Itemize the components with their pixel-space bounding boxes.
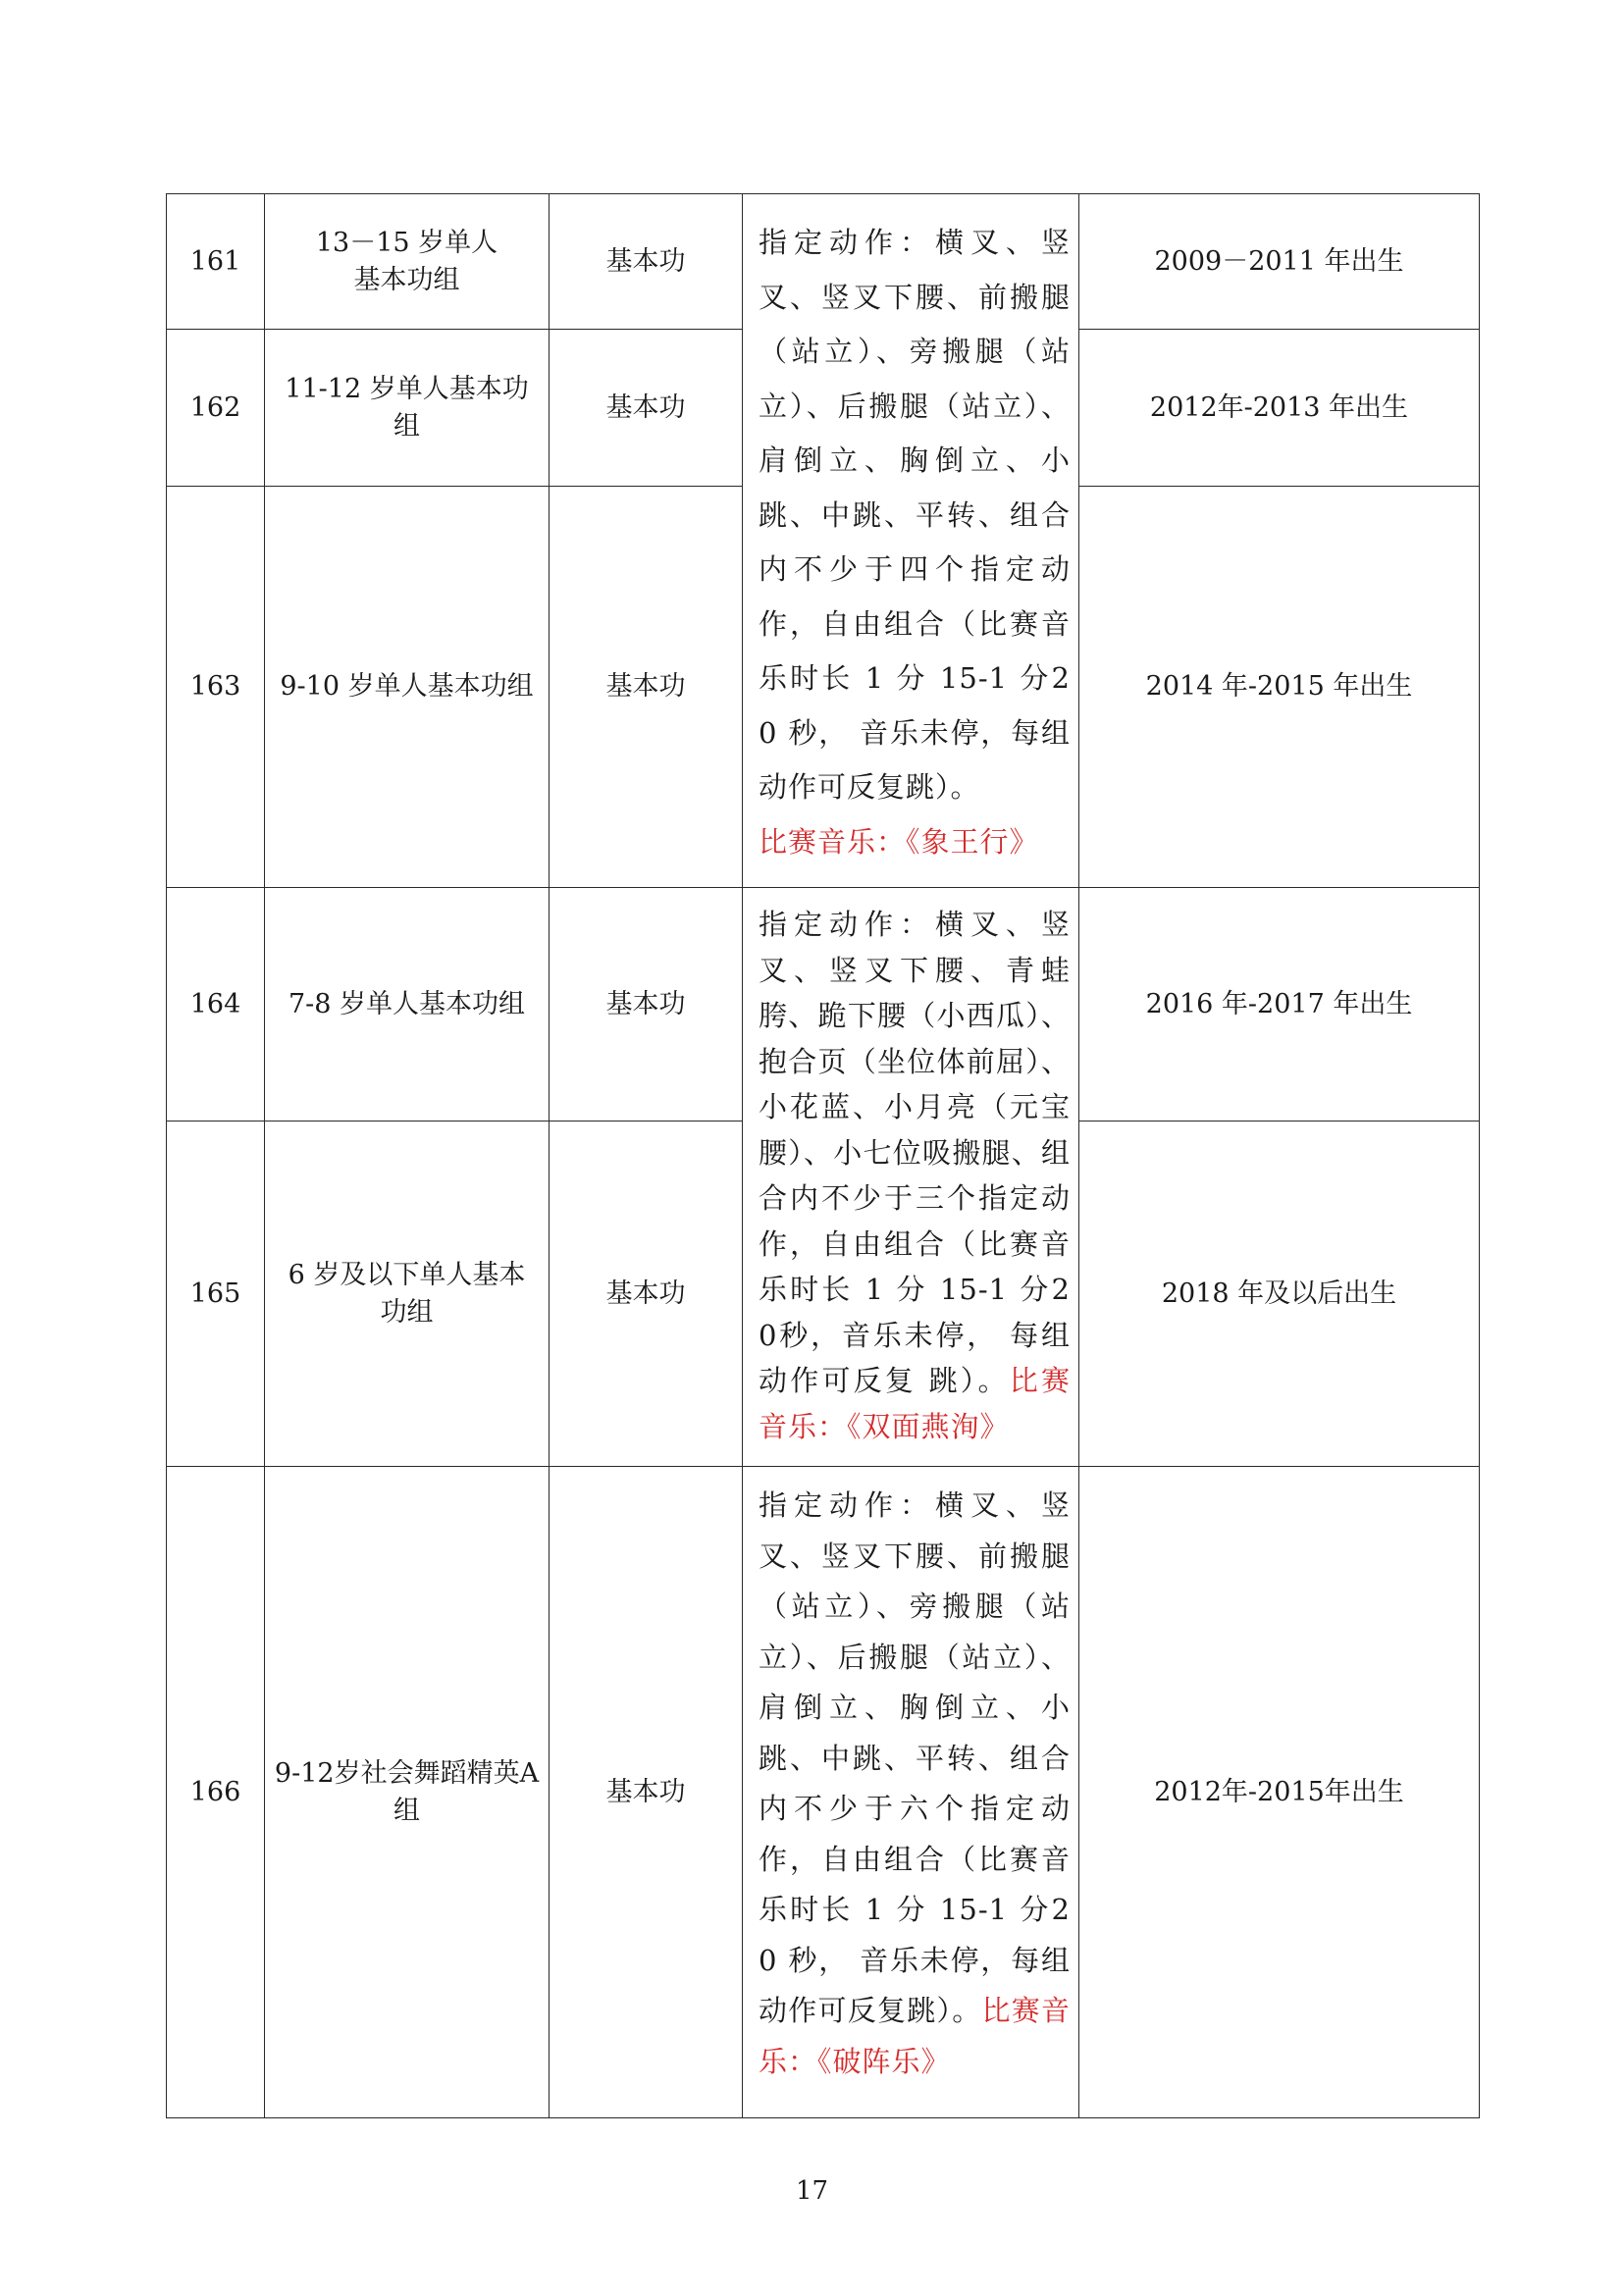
birth-range: 2014 年-2015 年出生 [1079, 487, 1480, 888]
group-name [265, 1121, 550, 1467]
requirements-text: 指定动作：横叉、竖叉、竖叉下腰、前搬腿（站立）、旁搬腿（站立）、后搬腿（站立）、肩倒立、胸倒立、小跳、中跳、平转、组合内不少于六个指定动作，自由组合（比赛音乐时长 1 分 15-1 分20 秒， 音乐未停，每组动作可反复跳）。 [759, 1488, 1071, 2027]
music-text: 比赛音乐：《破阵乐》 [759, 1994, 1071, 2078]
row-number: 165 [167, 1121, 265, 1467]
birth-range: 2009－2011 年出生 [1079, 194, 1480, 330]
group-name [265, 194, 550, 330]
birth-range: 2018 年及以后出生 [1079, 1121, 1480, 1467]
table-row [167, 194, 1480, 330]
music-text: 比赛音乐：《象王行》 [759, 824, 1039, 859]
requirements-cell [743, 1467, 1079, 2118]
group-name: 9-10 岁单人基本功组 [265, 487, 550, 888]
table-row [167, 1467, 1480, 2118]
birth-range: 2012年-2013 年出生 [1079, 330, 1480, 487]
category: 基本功 [550, 1467, 743, 2118]
group-name [265, 330, 550, 487]
requirements-text: 指定动作：横叉、竖叉、竖叉下腰、前搬腿（站立）、旁搬腿（站立）、后搬腿（站立）、肩倒立、胸倒立、小跳、中跳、平转、组合内不少于四个指定动作，自由组合（比赛音乐时长 1 分 15-1 分20 秒， 音乐未停，每组动作可反复跳）。 [759, 226, 1071, 804]
birth-range: 2016 年-2017 年出生 [1079, 888, 1480, 1121]
group-name-text: 11-12 岁单人基本功 组 [285, 373, 529, 442]
requirements-text: 指定动作：横叉、竖叉、竖叉下腰、青蛙胯、跪下腰（小西瓜）、抱合页（坐位体前屈）、小花蓝、小月亮（元宝腰）、小七位吸搬腿、组合内不少于三个指定动作，自由组合（比赛音乐时长 1 分 15-1 分20秒，音乐未停， 每组动作可反复 跳）。 [759, 908, 1071, 1397]
category: 基本功 [550, 194, 743, 330]
group-name: 9-12岁社会舞蹈精英A 组 [265, 1467, 550, 2118]
category: 基本功 [550, 330, 743, 487]
category: 基本功 [550, 1121, 743, 1467]
group-name-text: 6 岁及以下单人基本 功组 [288, 1259, 526, 1328]
row-number: 161 [167, 194, 265, 330]
row-number: 162 [167, 330, 265, 487]
music-text: 比赛音乐：《双面燕洵》 [759, 1364, 1071, 1443]
row-number: 166 [167, 1467, 265, 2118]
row-number: 164 [167, 888, 265, 1121]
requirements-cell [743, 888, 1079, 1467]
competition-table [166, 193, 1480, 2118]
table-row [167, 888, 1480, 1121]
category: 基本功 [550, 487, 743, 888]
group-name: 7-8 岁单人基本功组 [265, 888, 550, 1121]
group-name-text: 13－15 岁单人 基本功组 [315, 227, 498, 295]
page-number: 17 [795, 2176, 829, 2206]
birth-range: 2012年-2015年出生 [1079, 1467, 1480, 2118]
requirements-cell [743, 194, 1079, 888]
row-number: 163 [167, 487, 265, 888]
category: 基本功 [550, 888, 743, 1121]
